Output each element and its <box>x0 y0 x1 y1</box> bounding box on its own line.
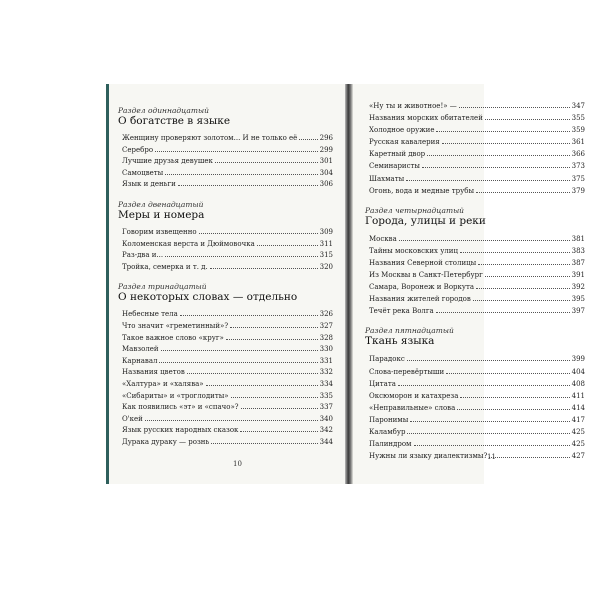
toc-entry-title: Самоцветы <box>122 168 164 177</box>
toc-entry <box>369 148 585 160</box>
toc-section <box>365 326 585 462</box>
section-title: О некоторых словах — отдельно <box>118 291 298 304</box>
dot-leader <box>436 131 569 132</box>
toc-entry-page: 299 <box>319 145 333 154</box>
toc-entry <box>122 333 333 345</box>
toc-entry-list <box>118 227 333 273</box>
toc-entry-title: «Халтура» и «халява» <box>122 379 204 388</box>
toc-entry <box>122 379 333 391</box>
toc-entry-page: 379 <box>571 186 585 195</box>
toc-entry-title: Оксюморон и катахреза <box>369 391 459 400</box>
toc-entry-title: «Ну ты и животное!» — <box>369 102 457 110</box>
section-label: Раздел одиннадцатый <box>118 106 209 115</box>
toc-entry-title: Семинаристы <box>369 162 420 171</box>
toc-entry-title: Нужны ли языку диалектизмы? <box>369 452 488 461</box>
toc-entry-page: 331 <box>319 356 333 365</box>
dot-leader <box>226 339 318 340</box>
toc-entry <box>122 414 333 426</box>
toc-entry-page: 296 <box>319 134 333 142</box>
dot-leader <box>215 162 318 163</box>
toc-entry-title: Из Москвы в Санкт-Петербург <box>369 271 483 280</box>
toc-entry-page: 375 <box>571 174 585 183</box>
toc-entry <box>122 179 333 191</box>
right-toc-column <box>365 100 585 471</box>
toc-section <box>118 282 333 448</box>
dot-leader <box>165 256 318 257</box>
dot-leader <box>180 315 318 316</box>
toc-entry <box>122 250 333 262</box>
toc-entry-title: Коломенская верста и Дюймовочка <box>122 239 255 248</box>
toc-entry <box>369 378 585 390</box>
section-label: Раздел пятнадцатый <box>365 326 454 336</box>
toc-entry-page: 326 <box>319 310 333 319</box>
dot-leader <box>206 385 318 386</box>
toc-entry <box>122 402 333 414</box>
toc-entry-page: 355 <box>571 114 585 123</box>
toc-entry-title: Такое важное слово «круг» <box>122 333 224 342</box>
toc-entry-page: 427 <box>571 452 585 461</box>
toc-entry-page: 361 <box>571 138 585 147</box>
toc-entry <box>122 356 333 368</box>
toc-entry-page: 387 <box>571 258 585 267</box>
toc-entry-page: 311 <box>319 239 333 248</box>
dot-leader <box>230 327 318 328</box>
toc-section <box>118 200 333 273</box>
toc-entry-page: 335 <box>319 391 333 400</box>
toc-entry-title: Названия морских обитателей <box>369 114 483 123</box>
right-page-number: 11 <box>487 453 496 461</box>
dot-leader <box>473 300 570 301</box>
toc-entry-page: 330 <box>319 345 333 354</box>
toc-entry <box>369 402 585 414</box>
dot-leader <box>410 421 569 422</box>
section-title: О богатстве в языке <box>118 115 231 127</box>
dot-leader <box>446 373 570 374</box>
toc-entry-page: 359 <box>571 126 585 135</box>
toc-entry <box>369 112 585 124</box>
toc-entry-page: 425 <box>571 427 585 436</box>
toc-entry-list <box>118 133 333 191</box>
toc-entry <box>369 100 585 112</box>
dot-leader <box>442 143 570 144</box>
toc-entry <box>122 239 333 251</box>
toc-entry-title: Шахматы <box>369 174 405 183</box>
dot-leader <box>457 409 569 410</box>
toc-section <box>118 106 333 191</box>
section-title: Меры и номера <box>118 208 205 221</box>
toc-entry-page: 366 <box>571 150 585 159</box>
dot-leader <box>161 350 318 351</box>
toc-entry-title: О'кей <box>122 414 143 423</box>
toc-entry <box>369 160 585 172</box>
toc-entry-page: 342 <box>319 426 333 435</box>
toc-entry <box>369 281 585 293</box>
toc-entry <box>369 414 585 426</box>
toc-entry <box>369 438 585 450</box>
toc-entry-title: Холодное оружие <box>369 126 435 135</box>
section-label: Раздел четырнадцатый <box>365 205 465 215</box>
dot-leader <box>155 151 318 152</box>
toc-section <box>365 206 585 318</box>
dot-leader <box>165 174 317 175</box>
toc-entry-page: 392 <box>571 283 585 292</box>
toc-entry-title: Дурака дураку — рознь <box>122 437 210 446</box>
toc-entry <box>122 145 333 157</box>
toc-entry <box>122 133 333 145</box>
dot-leader <box>485 276 570 277</box>
toc-entry-page: 395 <box>571 295 585 304</box>
section-label: Раздел тринадцатый <box>118 282 207 292</box>
toc-entry-page: 411 <box>571 391 585 400</box>
left-toc-column <box>118 106 333 457</box>
section-title: Города, улицы и реки <box>365 214 486 227</box>
toc-entry-title: Небесные тела <box>122 310 178 319</box>
toc-entry-title: Язык и деньги <box>122 180 176 189</box>
toc-entry-page: 408 <box>571 379 585 388</box>
dot-leader <box>422 167 570 168</box>
toc-entry-title: Паронимы <box>369 415 409 424</box>
toc-entry <box>122 309 333 321</box>
dot-leader <box>398 385 570 386</box>
dot-leader <box>257 245 318 246</box>
dot-leader <box>240 431 317 432</box>
dot-leader <box>436 312 570 313</box>
toc-entry-page: 381 <box>571 234 585 243</box>
toc-entry-page: 327 <box>319 321 333 330</box>
toc-entry <box>369 233 585 245</box>
toc-entry-page: 404 <box>571 367 585 376</box>
toc-entry <box>122 425 333 437</box>
toc-entry-page: 304 <box>319 168 333 177</box>
toc-entry-title: Названия цветов <box>122 368 185 377</box>
toc-entry-page: 399 <box>571 355 585 364</box>
dot-leader <box>211 443 317 444</box>
dot-leader <box>459 107 570 108</box>
toc-entry <box>122 437 333 449</box>
toc-entry <box>122 344 333 356</box>
toc-entry-title: Парадокс <box>369 355 405 364</box>
toc-entry-title: Тройка, семерка и т. д. <box>122 262 208 271</box>
toc-entry-title: Женщину проверяют золотом... И не только её <box>122 134 298 142</box>
toc-entry-title: Слова-перевёртыши <box>369 367 445 376</box>
dot-leader <box>478 264 569 265</box>
toc-entry-page: 332 <box>319 368 333 377</box>
toc-entry-list <box>118 309 333 448</box>
toc-entry-title: Как появились «эт» и «спачо»? <box>122 403 239 412</box>
toc-entry-page: 328 <box>319 333 333 342</box>
toc-entry <box>122 391 333 403</box>
toc-entry-title: Самара, Воронеж и Воркута <box>369 283 475 292</box>
dot-leader <box>414 445 570 446</box>
toc-entry <box>122 367 333 379</box>
dot-leader <box>299 139 317 140</box>
toc-entry <box>369 269 585 281</box>
dot-leader <box>178 185 318 186</box>
toc-entry-title: Мавзолей <box>122 345 159 354</box>
toc-entry-title: Цитата <box>369 379 396 388</box>
dot-leader <box>399 240 570 241</box>
toc-entry-title: Названия жителей городов <box>369 295 471 304</box>
toc-entry-title: Лучшие друзья девушек <box>122 157 213 166</box>
dot-leader <box>485 119 570 120</box>
dot-leader <box>231 397 318 398</box>
toc-entry <box>369 353 585 365</box>
toc-entry-page: 373 <box>571 162 585 171</box>
toc-section <box>365 100 585 197</box>
toc-entry-title: Язык русских народных сказок <box>122 426 239 435</box>
toc-entry-title: Каретный двор <box>369 150 426 159</box>
toc-entry-title: Серебро <box>122 145 154 154</box>
toc-entry-page: 315 <box>319 251 333 260</box>
toc-entry <box>122 156 333 168</box>
dot-leader <box>407 433 569 434</box>
toc-entry-list <box>365 233 585 318</box>
section-label: Раздел двенадцатый <box>118 199 204 209</box>
toc-entry-page: 334 <box>319 379 333 388</box>
book-gutter <box>345 84 353 484</box>
dot-leader <box>199 233 318 234</box>
dot-leader <box>476 192 570 193</box>
toc-entry-title: Говорим извещенно <box>122 227 197 236</box>
toc-entry <box>369 366 585 378</box>
dot-leader <box>241 408 318 409</box>
toc-entry-page: 301 <box>319 157 333 166</box>
dot-leader <box>489 457 569 458</box>
toc-entry-page: 391 <box>571 271 585 280</box>
dot-leader <box>407 360 570 361</box>
left-page-number: 10 <box>233 460 242 468</box>
toc-entry-page: 417 <box>571 415 585 424</box>
toc-entry <box>369 450 585 462</box>
toc-entry-title: Тайны московских улиц <box>369 246 458 255</box>
toc-entry-title: Палиндром <box>369 440 412 449</box>
dot-leader <box>476 288 570 289</box>
toc-entry <box>369 293 585 305</box>
toc-entry-title: Русская кавалерия <box>369 138 440 147</box>
dot-leader <box>210 268 318 269</box>
dot-leader <box>145 420 318 421</box>
toc-entry-page: 306 <box>319 180 333 189</box>
toc-entry <box>122 321 333 333</box>
toc-entry-title: Каламбур <box>369 427 406 436</box>
toc-entry-title: «Неправильные» слова <box>369 403 456 412</box>
dot-leader <box>460 252 570 253</box>
toc-entry-page: 344 <box>319 437 333 446</box>
toc-entry-page: 347 <box>571 102 585 110</box>
toc-entry-title: Москва <box>369 234 397 243</box>
toc-entry-page: 309 <box>319 227 333 236</box>
toc-entry-title: Огонь, вода и медные трубы <box>369 186 475 195</box>
dot-leader <box>187 373 318 374</box>
toc-entry <box>369 185 585 197</box>
dot-leader <box>427 155 569 156</box>
toc-entry-list <box>365 353 585 462</box>
toc-entry <box>369 257 585 269</box>
toc-entry-page: 383 <box>571 246 585 255</box>
toc-entry-page: 414 <box>571 403 585 412</box>
toc-entry-title: Раз-два и... <box>122 251 164 260</box>
dot-leader <box>406 180 569 181</box>
toc-entry-page: 397 <box>571 307 585 316</box>
toc-entry <box>369 390 585 402</box>
dot-leader <box>159 362 317 363</box>
toc-entry-page: 425 <box>571 440 585 449</box>
toc-entry <box>369 124 585 136</box>
toc-entry-title: Карнавал <box>122 356 158 365</box>
toc-entry-title: Что значит «греметинный»? <box>122 321 229 330</box>
toc-entry <box>122 168 333 180</box>
toc-entry <box>369 136 585 148</box>
toc-entry <box>122 262 333 274</box>
toc-entry-list <box>365 100 585 197</box>
toc-entry-page: 340 <box>319 414 333 423</box>
section-title: Ткань языка <box>365 335 435 348</box>
toc-entry-title: Названия Северной столицы <box>369 258 477 267</box>
toc-entry <box>369 426 585 438</box>
toc-entry-title: Течёт река Волга <box>369 307 434 316</box>
toc-entry-title: «Сибариты» и «троглодиты» <box>122 391 229 400</box>
toc-entry <box>122 227 333 239</box>
toc-entry <box>369 173 585 185</box>
toc-entry-page: 337 <box>319 403 333 412</box>
dot-leader <box>460 397 569 398</box>
toc-entry <box>369 245 585 257</box>
toc-entry-page: 320 <box>319 262 333 271</box>
toc-entry <box>369 305 585 317</box>
